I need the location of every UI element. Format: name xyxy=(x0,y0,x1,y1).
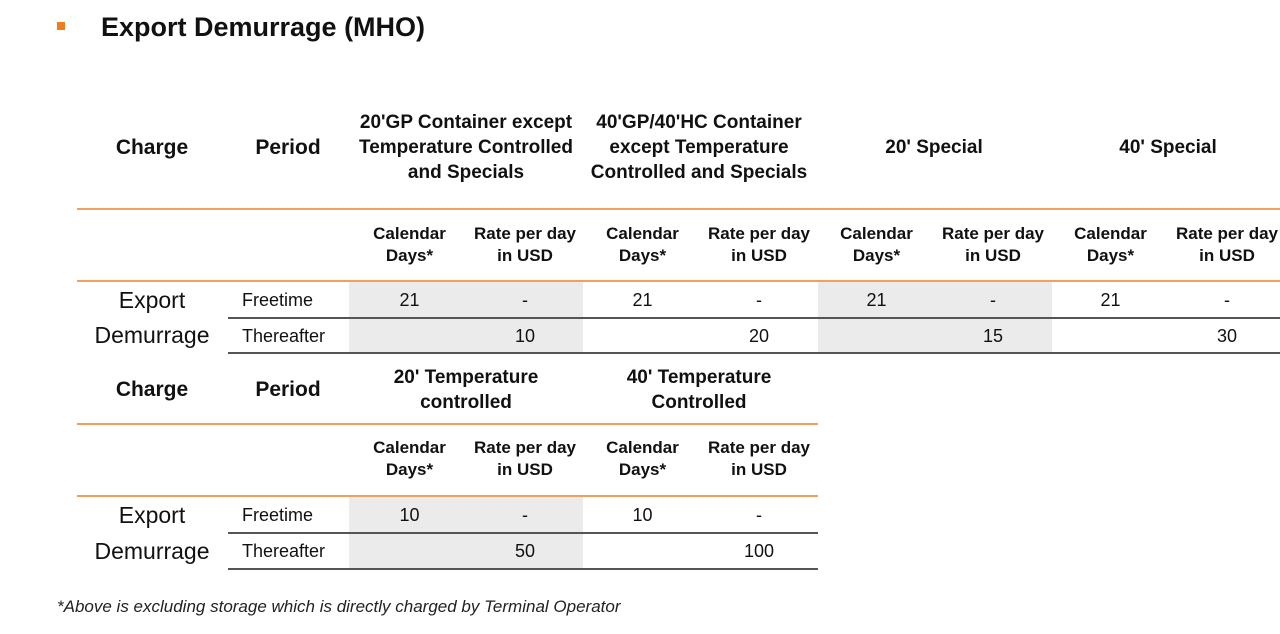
header-rule xyxy=(77,208,1280,210)
subheader-rate: Rate per day in USD xyxy=(473,224,577,265)
freetime-cell: - xyxy=(522,504,528,525)
group-header-20gp: 20'GP Container except Temperature Controlled and Specials xyxy=(359,112,573,183)
period-header: Period xyxy=(255,378,321,401)
subheader-days: Calendar Days* xyxy=(373,438,446,479)
group-header-40-special: 40' Special xyxy=(1119,137,1217,158)
thereafter-rate-cell: 20 xyxy=(748,325,770,346)
table-bottom-rule xyxy=(228,568,818,570)
charge-label-line2: Demurrage xyxy=(94,321,210,348)
thereafter-rate-cell: 30 xyxy=(1216,325,1238,346)
subheader-rate: Rate per day in USD xyxy=(707,224,811,265)
row-label-freetime: Freetime xyxy=(242,289,314,310)
thereafter-rate-cell: 100 xyxy=(743,540,775,561)
thereafter-rate-cell: 10 xyxy=(514,325,536,346)
period-header: Period xyxy=(255,135,321,159)
freetime-cell: 21 xyxy=(1100,289,1121,310)
freetime-cell: 10 xyxy=(632,504,653,525)
freetime-cell: - xyxy=(522,289,528,310)
freetime-cell: - xyxy=(1224,289,1230,310)
freetime-cell: - xyxy=(990,289,996,310)
group-header-40gp: 40'GP/40'HC Container except Temperature Controlled and Specials xyxy=(590,111,808,183)
subheader-days: Calendar Days* xyxy=(606,224,679,265)
row-label-thereafter: Thereafter xyxy=(242,325,326,346)
freetime-cell: - xyxy=(756,504,762,525)
thereafter-rate-cell: 50 xyxy=(514,540,536,561)
row-label-freetime: Freetime xyxy=(242,504,314,525)
subheader-days: Calendar Days* xyxy=(1074,224,1147,265)
freetime-cell: 10 xyxy=(399,504,420,525)
page-title: Export Demurrage (MHO) xyxy=(101,12,426,42)
subheader-days: Calendar Days* xyxy=(840,224,913,265)
table-bottom-rule xyxy=(228,352,1280,354)
footnote: *Above is excluding storage which is directly charged by Terminal Operator xyxy=(57,597,621,616)
subheader-rate: Rate per day in USD xyxy=(1175,224,1279,265)
freetime-cell: 21 xyxy=(399,289,420,310)
group-header-40-temp: 40' Temperature Controlled xyxy=(626,367,772,413)
subheader-days: Calendar Days* xyxy=(373,224,446,265)
header-rule xyxy=(77,423,818,425)
charge-label-line1: Export xyxy=(118,286,186,313)
freetime-cell: 21 xyxy=(866,289,887,310)
freetime-cell: - xyxy=(756,289,762,310)
charge-label-line1: Export xyxy=(118,501,186,528)
charge-header: Charge xyxy=(115,378,189,401)
charge-header: Charge xyxy=(115,135,189,159)
group-header-20-special: 20' Special xyxy=(885,137,983,158)
freetime-cell: 21 xyxy=(632,289,653,310)
title-bullet-icon xyxy=(57,22,65,30)
group-header-20-temp: 20' Temperature controlled xyxy=(393,367,539,413)
subheader-rate: Rate per day in USD xyxy=(707,438,811,479)
row-label-thereafter: Thereafter xyxy=(242,540,326,561)
subheader-days: Calendar Days* xyxy=(606,438,679,479)
thereafter-rate-cell: 15 xyxy=(982,325,1004,346)
subheader-rate: Rate per day in USD xyxy=(473,438,577,479)
subheader-rule xyxy=(77,280,1280,282)
subheader-rate: Rate per day in USD xyxy=(941,224,1045,265)
charge-label-line2: Demurrage xyxy=(94,537,210,564)
